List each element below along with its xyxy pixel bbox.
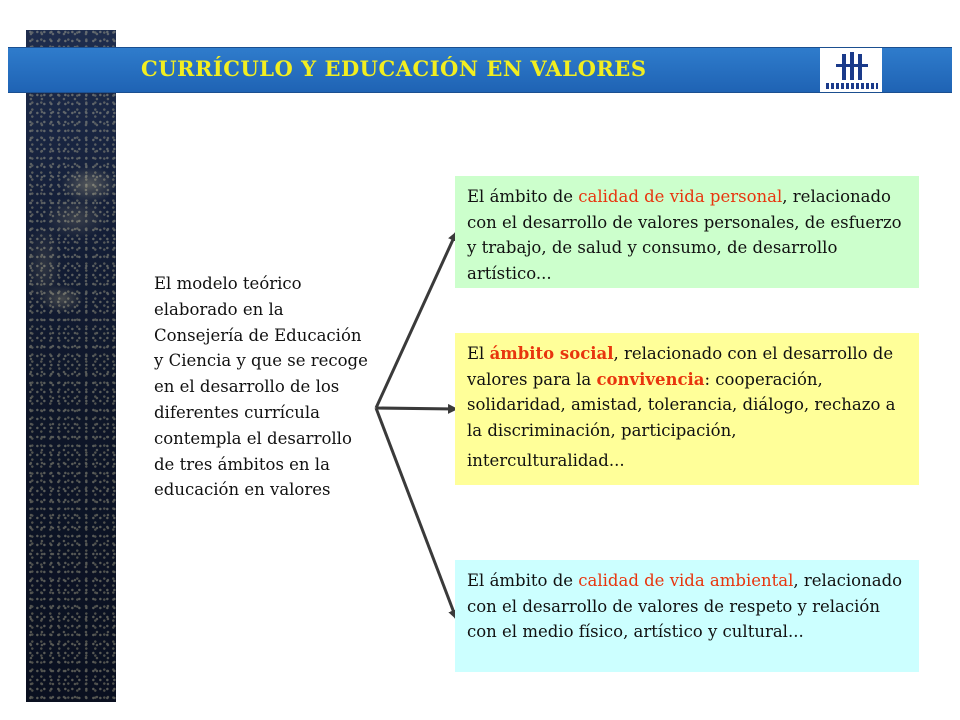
box-personal-highlight: calidad de vida personal <box>578 187 783 206</box>
page-title: CURRÍCULO Y EDUCACIÓN EN VALORES <box>141 56 647 81</box>
box-social-highlight: ámbito social <box>489 344 614 363</box>
box-social-last-line: interculturalidad... <box>467 451 625 470</box>
box-social-prefix: El <box>467 344 490 363</box>
box-personal-suffix: , relacionado con el desarrollo de valores personales, de esfuerzo y trabajo, de salud y consumo, de desarrollo artístico... <box>467 187 902 283</box>
arrow-to-social <box>376 408 456 409</box>
box-social-highlight-convivencia: convivencia <box>596 369 705 389</box>
box-personal-quality-of-life <box>455 176 919 288</box>
arrow-to-ambient <box>376 408 456 618</box>
box-ambient-suffix: , relacionado con el desarrollo de valores de respeto y relación con el medio físico, artístico y cultural... <box>467 571 903 641</box>
box-environmental-quality-of-life <box>455 560 919 672</box>
box-social-scope <box>455 333 919 485</box>
box-social-suffix: : cooperación, solidaridad, amistad, tolerancia, diálogo, rechazo a la discriminación, participación, <box>467 369 896 440</box>
arrow-to-personal <box>376 233 456 408</box>
box-ambient-highlight: calidad de vida ambiental <box>578 571 794 590</box>
intro-paragraph: El modelo teórico elaborado en la Consejería de Educación y Ciencia y que se recoge en el desarrollo de los diferentes currícula contempla el desarrollo de tres ámbitos en la educación en valores <box>154 274 368 500</box>
box-personal-prefix: El ámbito de <box>467 187 579 206</box>
box-social-middle: , relacionado con el desarrollo de valores para la <box>467 344 894 389</box>
box-ambient-prefix: El ámbito de <box>467 571 579 590</box>
